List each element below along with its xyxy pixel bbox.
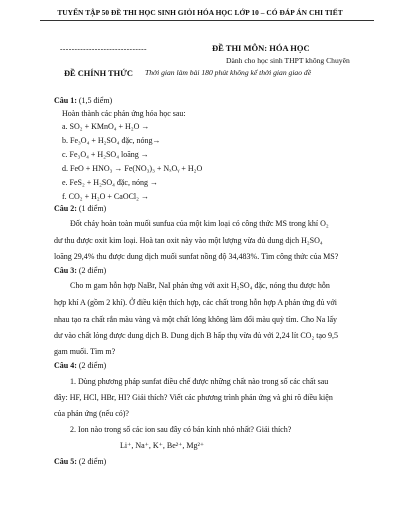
reaction-d: d. FeO + HNO₃ → Fe(NO₃)₃ + NₓOᵧ + H₂O [62,164,203,173]
question-3-heading [54,266,106,275]
question-points: (2 điểm) [76,457,107,466]
question-4-line-4: 2. Ion nào trong số các ion sau đây có bán kính nhỏ nhất? Giải thích? [70,425,292,434]
reaction-b: b. Fe₃O₄ + H₂SO₄ đặc, nóng→ [62,136,161,145]
question-4-line-3: của phản ứng (nếu có)? [54,409,129,418]
dash-separator: ------------------------------ [60,44,147,53]
question-3-line-1: Cho m gam hỗn hợp NaBr, NaI phản ứng với axit H₂SO₄ đặc, nóng thu được hỗn [70,281,330,290]
question-points: (1,5 điểm) [76,96,113,105]
question-points: (2 điểm) [76,361,107,370]
question-4-line-1: 1. Dùng phương pháp sunfat điều chế được những chất nào trong số các chất sau [70,377,329,386]
reaction-c: c. Fe₃O₄ + H₂SO₄ loãng → [62,150,149,159]
question-1-intro: Hoàn thành các phản ứng hóa học sau: [62,109,186,118]
question-3-line-3: nhau tạo ra chất rắn màu vàng và một chất lỏng không làm đổi màu quỳ tím. Cho Na lấy [54,315,338,324]
reaction-a: a. SO₂ + KMnO₄ + H₂O → [62,122,150,131]
exam-time: Thời gian làm bài 180 phút không kể thời gian giao đề [145,68,312,77]
question-2-line-2: dư thu được oxit kim loại. Hoà tan oxit này vào một lượng vừa đủ dung dịch H₂SO₄ [54,236,323,245]
question-label: Câu 1: [54,96,77,105]
question-points: (2 điểm) [76,266,107,275]
question-3-line-2: hợp khí A (gồm 2 khí). Ở điều kiện thích hợp, các chất trong hỗn hợp A phản ứng đủ với [54,298,337,307]
question-4-line-2: đây: HF, HCl, HBr, HI? Giải thích? Viết các phương trình phản ứng và ghi rõ điều kiện [54,393,333,402]
question-1-heading [54,96,112,105]
exam-title: ĐỀ THI MÔN: HÓA HỌC [212,43,310,53]
question-label: Câu 4: [54,361,77,370]
reaction-f: f. CO₂ + H₂O + CaOCl₂ → [62,192,149,201]
document-header: TUYỂN TẬP 50 ĐỀ THI HỌC SINH GIỎI HÓA HỌC LỚP 10 – CÓ ĐÁP ÁN CHI TIẾT [57,8,343,17]
header-divider [40,20,374,21]
question-3-line-5: gam muối. Tìm m? [54,347,116,356]
question-label: Câu 3: [54,266,77,275]
official-label: ĐỀ CHÍNH THỨC [64,69,133,78]
question-points: (1 điểm) [76,204,107,213]
question-2-line-1: Đốt cháy hoàn toàn muối sunfua của một kim loại có công thức MS trong khí O₂ [70,219,329,228]
reaction-e: e. FeS₂ + H₂SO₄ đặc, nóng → [62,178,158,187]
question-4-heading [54,361,106,370]
question-3-line-4: dư vào chất lỏng được dung dịch B. Dung dịch B hấp thụ vừa đủ với 2,24 lít CO₂ tạo 9,5 [54,331,339,340]
question-label: Câu 5: [54,457,77,466]
question-2-heading [54,204,106,213]
question-5-heading [54,457,106,466]
ion-list: Li⁺, Na⁺, K⁺, Be²⁺, Mg²⁺ [120,441,205,450]
exam-audience: Dành cho học sinh THPT không Chuyên [226,56,350,65]
question-2-line-3: loãng 29,4% thu được dung dịch muối sunfat nồng độ 34,483%. Tìm công thức của MS? [54,252,339,261]
question-label: Câu 2: [54,204,77,213]
